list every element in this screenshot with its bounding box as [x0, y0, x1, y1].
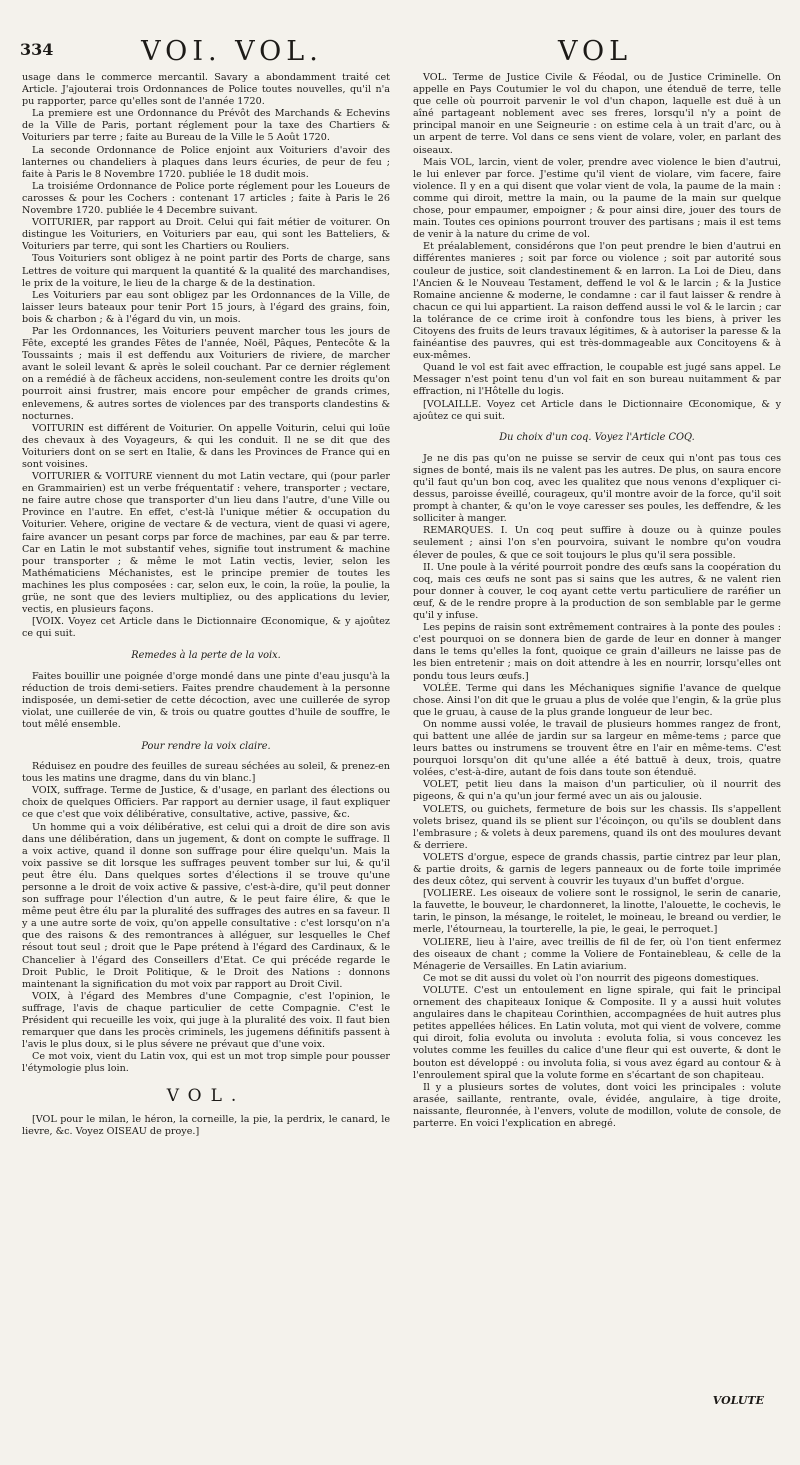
page-number: 334: [20, 40, 54, 59]
entry-volaille: [VOLAILLE. Voyez cet Article dans le Dictionnaire Œconomique, & y ajoûtez ce qui suit.: [413, 398, 781, 422]
paragraph: Par les Ordonnances, les Voituriers peuvent marcher tous les jours de Fête, excepté les grandes Fêtes de l'année, Noël, Pâques, Pentecôte & la Toussaints ; mais il est deffendu aux Voituriers de riviere, de marcher avant le soleil levant & après le soleil couchant. Par ce dernier réglement on a remédié à de fâcheux accidens, non-seulement contre les droits qu'on pourroit ainsi frustrer, mais encore pour empêcher de grands crimes, enlevemens, & autres sortes de violences par des transports clandestins & nocturnes.: [22, 325, 390, 422]
paragraph: La premiere est une Ordonnance du Prévôt des Marchands & Echevins de la Ville de Paris, portant réglement pour la taxe des Chartiers & Voituriers par terre ; faite au Bureau de la Ville le 5 Août 1720.: [22, 108, 390, 144]
subheading-remedes: Remedes à la perte de la voix.: [131, 650, 281, 662]
left-column: [22, 72, 390, 1452]
paragraph: Les Voituriers par eau sont obligez par les Ordonnances de la Ville, de laisser leurs bateaux pour tenir Port 15 jours, à l'égard des grains, foin, bois & charbon ; & à l'égard du vin, un mois.: [22, 289, 390, 325]
paragraph: Il y a plusieurs sortes de volutes, dont voici les principales : volute arasée, saillante, rentrante, ovale, évidée, angulaire, à tige droite, naissante, fleuronnée, à l'envers, volute de modillon, volute de console, de parterre. En voici l'explication en abregé.: [413, 1081, 781, 1129]
paragraph: VOIX, à l'égard des Membres d'une Compagnie, c'est l'opinion, le suffrage, l'avis de chaque particulier de cette Compagnie. C'est le Président qui recueille les voix, qui juge à la pluralité des voix. Il faut bien remarquer que dans les procès criminels, les jugemens définitifs passent à l'avis le plus doux, si le plus sévere ne prévaut que d'une voix.: [22, 990, 390, 1051]
paragraph: VOITURIER & VOITURE viennent du mot Latin vectare, qui (pour parler en Grammairien) est un verbe fréquentatif : vehere, transporter ; vectare, ne faire autre chose que transporter d'un lieu dans l'autre, d'une Ville ou Province en l'autre. En effet, c'est-là l'unique métier & occupation du Voiturier. Vehere, origine de vectare & de vectura, vient de quasi vi agere, faire avancer un pesant corps par force de machines, par eau & par terre. Car en Latin le mot substantif vehes, signifie tout instrument & machine pour transporter ; & même le mot Latin vectis, levier, selon les Mathématiciens Méchanistes, est le principe premier de toutes les machines les plus composées : car, selon eux, le coin, la roüe, la poulie, la grüe, ne sont que des leviers multipliez, ou des applications du levier, vectis, en plusieurs façons.: [22, 471, 390, 616]
entry-volute: VOLUTE. C'est un entoulement en ligne spirale, qui fait le principal ornement des chapiteaux Ionique & Composite. Il y a aussi huit volutes angulaires dans le chapiteau Corinthien, accompagnées de huit autres plus petites appellées hélices. En Latin voluta, mot qui vient de volvere, comme qui diroit, folia evoluta ou involuta : evoluta folia, si vous concevez les volutes comme les feuilles du calice d'une fleur qui est ouverte, & dont le bouton est développé : ou involuta folia, si vous avez égard au contour & à l'enroulement spiral que la volute forme en s'écartant de son chapiteau.: [413, 984, 781, 1081]
entry-volet: VOLET, petit lieu dans la maison d'un particulier, où il nourrit des pigeons, & qui n'a qu'un jour fermé avec un ais ou jalousie.: [413, 779, 781, 803]
paragraph: Réduisez en poudre des feuilles de sureau séchées au soleil, & prenez-en tous les matins une dragme, dans du vin blanc.]: [22, 761, 390, 785]
catchword: VOLUTE: [712, 1394, 764, 1407]
subheading-coq: Du choix d'un coq. Voyez l'Article COQ.: [499, 431, 695, 443]
paragraph: REMARQUES. I. Un coq peut suffire à douze ou à quinze poules seulement ; ainsi l'on s'en pourvoira, suivant le nombre qu'on voudra élever de poules, & que ce soit toujours le plus qu'il sera possible.: [413, 525, 781, 561]
paragraph: VOLETS d'orgue, espece de grands chassis, partie cintrez par leur plan, & partie droits, & garnis de legers panneaux ou de forte toile imprimée des deux côtez, qui servent à couvrir les tuyaux d'un buffet d'orgue.: [413, 851, 781, 888]
right-running-title: VOL: [557, 36, 633, 67]
entry-voix: [VOIX. Voyez cet Article dans le Dictionnaire Œconomique, & y ajoûtez ce qui suit.: [22, 616, 390, 640]
paragraph: Un homme qui a voix délibérative, est celui qui a droit de dire son avis dans une délibération, dans un jugement, & dont on compte le suffrage. Il a voix active, quand il donne son suffrage pour élire quelqu'un. Mais la voix passive se dit lorsque les suffrages peuvent tomber sur lui, & qu'il peut être élu. Dans quelques sortes d'élections il se trouve qu'une personne a le droit de voix active & passive, c'est-à-dire, qu'il peut donner son suffrage pour l'élection d'un autre, & le peut faire élire, & que le même peut être élu par la pluralité des suffrages des autres en sa faveur. Il y a une autre sorte de voix, qu'on appelle consultative : c'est lorsqu'on n'a que des raisons & des remontrances à alléguer, sur lesquelles le Chef résout tout seul ; droit que le Pape prétend à l'égard des Cardinaux, & le Chancelier à l'égard des Conseillers d'Etat. Ce qui précéde regarde le Droit Public, le Droit Politique, & le Droit des Nations : donnons maintenant la signification du mot voix par rapport au Droit Civil.: [22, 821, 390, 990]
paragraph: Je ne dis pas qu'on ne puisse se servir de ceux qui n'ont pas tous ces signes de bonté, mais ils ne valent pas les autres. De plus, on saura encore qu'il faut qu'un bon coq, avec les qualitez que nous venons d'expliquer ci-dessus, paroisse éveillé, courageux, qu'il montre avoir de la force, qu'il soit prompt à chanter, & qu'on le voye caresser ses poules, les deffendre, & les solliciter à manger.: [413, 452, 781, 525]
entry-voliere: [VOLIERE. Les oiseaux de voliere sont le rossignol, le serin de canarie, la fauvette, le bouveur, le chardonneret, la linotte, l'alouette, le cochevis, le tarin, le pinson, la mésange, le roitelet, le moineau, le breand ou verdier, le merle, l'étourneau, la tourterelle, la pie, le geai, le perroquet.]: [413, 888, 781, 936]
entry-vol: VOL. Terme de Justice Civile & Féodal, ou de Justice Criminelle. On appelle en Pays Coutumier le vol du chapon, une étenduë de terre, telle que celle où pourroit parvenir le vol d'un chapon, laquelle est duë à un aîné partageant noblement avec ses freres, lorsqu'il n'y a point de principal manoir en une Seigneurie : on estime cela à un trait d'arc, ou à un arpent de terre. Vol dans ce sens vient de volare, voler, en parlant des oiseaux.: [413, 72, 781, 156]
subheading-voix-claire: Pour rendre la voix claire.: [141, 740, 271, 752]
paragraph: [VOL pour le milan, le héron, la corneille, la pie, la perdrix, le canard, le lievre, &c. Voyez OISEAU de proye.]: [22, 1113, 390, 1137]
paragraph: Ce mot voix, vient du Latin vox, qui est un mot trop simple pour pousser l'étymologie plus loin.: [22, 1051, 390, 1075]
paragraph: Mais VOL, larcin, vient de voler, prendre avec violence le bien d'autrui, le lui enlever par force. J'estime qu'il vient de violare, vim facere, faire violence. Il y en a qui disent que volar vient de vola, la paume de la main : comme qui diroit, mettre la main, ou la paume de la main sur quelque chose, pour empaumer, empoigner ; & pour ainsi dire, jouer des tours de main. Toutes ces opinions pourront trouver des partisans ; mais il est tems de venir à la nature du crime de vol.: [413, 156, 781, 241]
entry-volee: VOLÉE. Terme qui dans les Méchaniques signifie l'avance de quelque chose. Ainsi l'on dit que le gruau a plus de volée que l'engin, & la grüe plus que le gruau, à cause de la plus grande longueur de leur bec.: [413, 682, 781, 718]
paragraph: Ce mot se dit aussi du volet où l'on nourrit des pigeons domestiques.: [423, 972, 759, 984]
page-header: [0, 36, 800, 70]
paragraph: La seconde Ordonnance de Police enjoint aux Voituriers d'avoir des lanternes ou chandeliers à plaques dans leurs écuries, de peur de feu ; faite à Paris le 8 Novembre 1720. publiée le 18 dudit mois.: [22, 144, 390, 180]
paragraph: Et préalablement, considérons que l'on peut prendre le bien d'autrui en différentes manieres ; soit par force ou violence ; soit par autorité sous couleur de justice, soit clandestinement & en larron. La Loi de Dieu, dans l'Ancien & le Nouveau Testament, deffend le vol & le larcin ; & la Justice Romaine ancienne & moderne, le condamne : car il faut laisser & rendre à chacun ce qui lui appartient. La raison deffend aussi le vol & le larcin ; car la tolérance de ce crime iroit à confondre tous les biens, à priver les Citoyens des fruits de leurs travaux légitimes, & à autoriser la paresse & la fainéantise des pauvres, qui est très-dommageable aux Concitoyens & à eux-mêmes.: [413, 241, 781, 362]
paragraph: Quand le vol est fait avec effraction, le coupable est jugé sans appel. Le Messager n'est point tenu d'un vol fait en son bureau nuitamment & par effraction, ni l'Hôtelle du logis.: [413, 362, 781, 398]
paragraph: II. Une poule à la vérité pourroit pondre des œufs sans la coopération du coq, mais ces œufs ne sont pas si sains que les autres, & ne valent rien pour donner à couver, le coq ayant cette vertu particuliere de raréfier un œuf, & de le rendre propre à la production de son semblable par le germe qu'il y infuse.: [413, 561, 781, 622]
paragraph: VOLETS, ou guichets, fermeture de bois sur les chassis. Ils s'appellent volets brisez, quand ils se plient sur l'écoinçon, ou qu'ils se doublent dans l'embrasure ; & volets à deux paremens, quand ils ont des moulures devant & derriere.: [413, 803, 781, 851]
left-running-title: VOI. VOL.: [141, 36, 323, 67]
entry-voiturier: VOITURIER, par rapport au Droit. Celui qui fait métier de voiturer. On distingue les Voituriers, en Voituriers par eau, qui sont les Batteliers, & Voituriers par terre, qui sont les Chartiers ou Rouliers.: [22, 217, 390, 253]
section-heading-vol: VOL.: [166, 1085, 246, 1106]
entry-voiturin: VOITURIN est différent de Voiturier. On appelle Voiturin, celui qui loüe des chevaux à des Voyageurs, & qui les conduit. Il ne se dit que des Voituriers dont on se sert en Italie, & dans les Provinces de France qui en sont voisines.: [22, 422, 390, 470]
paragraph: On nomme aussi volée, le travail de plusieurs hommes rangez de front, qui battent une allée de jardin sur sa largeur en même-tems ; parce que leurs battes ou instrumens se trouvent être en l'air en même-tems. C'est pourquoi lorsqu'on dit qu'une allée a été battuë à deux, trois, quatre volées, c'est-à-dire, autant de fois dans toute son étenduë.: [413, 718, 781, 779]
paragraph: Les pepins de raisin sont extrêmement contraires à la ponte des poules : c'est pourquoi on se donnera bien de garde de leur en donner à manger dans le tems qu'elles la font, quoique ce grain d'ailleurs ne laisse pas de les bien entretenir ; mais on doit attendre à les en nourrir, lorsqu'elles ont pondu tous leurs œufs.]: [413, 622, 781, 682]
entry-voix-suffrage: VOIX, suffrage. Terme de Justice, & d'usage, en parlant des élections ou choix de quelques Officiers. Par rapport au dernier usage, il faut expliquer ce que c'est que voix délibérative, consultative, active, passive, &c.: [22, 785, 390, 821]
paragraph: Faites bouillir une poignée d'orge mondé dans une pinte d'eau jusqu'à la réduction de trois demi-setiers. Faites prendre chaudement à la personne indisposée, un demi-setier de cette décoction, avec une cuillerée de syrop violat, une cuillerée de vin, & trois ou quatre gouttes d'huile de souffre, le tout mêlé ensemble.: [22, 670, 390, 730]
paragraph: Tous Voituriers sont obligez à ne point partir des Ports de charge, sans Lettres de voiture qui marquent la quantité & la qualité des marchandises, le prix de la voiture, le lieu de la charge & de la destination.: [22, 253, 390, 289]
paragraph: La troisiéme Ordonnance de Police porte réglement pour les Loueurs de carosses & pour les Cochers : contenant 17 articles ; faite à Paris le 26 Novembre 1720. publiée le 4 Decembre suivant.: [22, 180, 390, 217]
right-column: [413, 72, 781, 1452]
paragraph: usage dans le commerce mercantil. Savary a abondamment traité cet Article. J'ajouterai trois Ordonnances de Police toutes nouvelles, qu'il n'a pu rapporter, parce qu'elles sont de l'année 1720.: [22, 72, 390, 108]
paragraph: VOLIERE, lieu à l'aire, avec treillis de fil de fer, où l'on tient enfermez des oiseaux de chant ; comme la Voliere de Fontainebleau, & celle de la Ménagerie de Versailles. En Latin aviarium.: [413, 936, 781, 972]
